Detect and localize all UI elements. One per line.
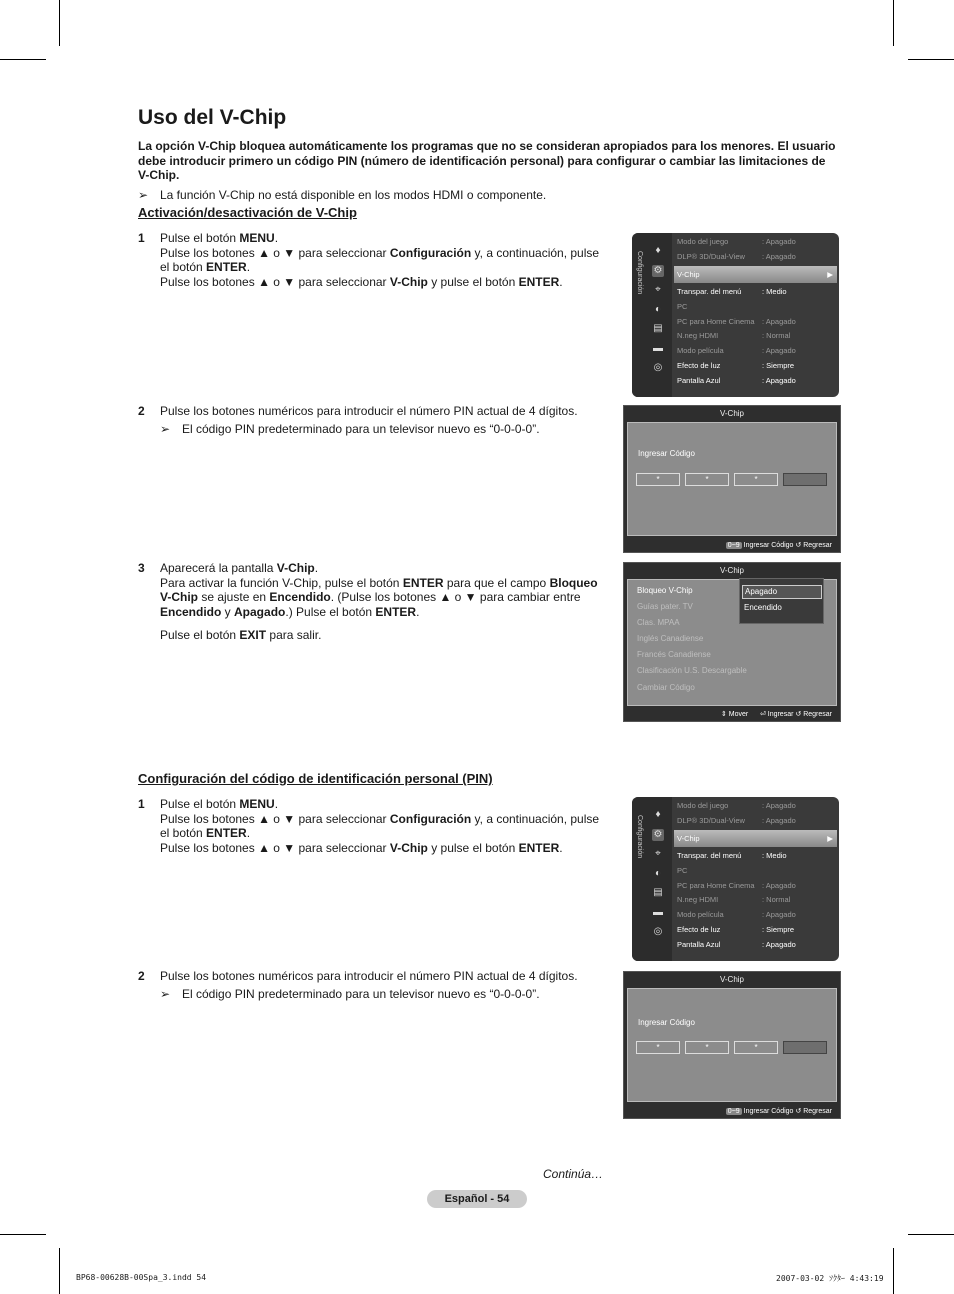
- menu-item[interactable]: [677, 344, 837, 359]
- menu-item-label: DLP® 3D/Dual-View: [677, 815, 745, 825]
- page-number-badge: Español - 54: [427, 1190, 527, 1208]
- pin-label: Ingresar Código: [638, 449, 695, 458]
- menu-item-label: N.neg HDMI: [677, 895, 719, 905]
- intro-note-text: La función V-Chip no está disponible en los modos HDMI o componente.: [160, 187, 547, 202]
- menu-item-value: : Apagado: [762, 316, 796, 326]
- menu-item[interactable]: [677, 938, 837, 953]
- pin-dialog-footer: 0~9 Ingresar Código ↺ Regresar: [727, 542, 832, 549]
- slug-date: 2007-03-02 ｿｸﾀｰ 4:43:19: [776, 1274, 884, 1283]
- menu-item-label: DLP® 3D/Dual-View: [677, 251, 745, 261]
- menu-item-label: Pantalla Azul: [677, 375, 721, 385]
- menu-item[interactable]: [677, 879, 837, 894]
- vchip-row[interactable]: Guías pater. TV: [637, 602, 693, 611]
- submenu-arrow-icon: ▶: [827, 834, 833, 844]
- vchip-option-popup: [739, 578, 824, 624]
- pin-digit-field[interactable]: *: [685, 473, 729, 486]
- menu-list: [677, 799, 837, 952]
- step-2-note: El código PIN predeterminado para un televisor nuevo es “0-0-0-0”.: [182, 986, 540, 1001]
- section-heading-pin: Configuración del código de identificación personal (PIN): [138, 771, 493, 786]
- menu-item-value: : Apagado: [762, 801, 796, 810]
- crop-mark: [893, 1248, 894, 1294]
- step-number: 2: [138, 404, 145, 418]
- menu-item-value: : Siempre: [762, 360, 795, 370]
- menu-item-label: N.neg HDMI: [677, 331, 719, 341]
- menu-item-value: : Normal: [762, 331, 791, 341]
- pin-dialog: [623, 971, 841, 1119]
- crop-mark: [908, 1234, 954, 1235]
- menu-item-label: PC: [677, 866, 688, 876]
- vchip-row[interactable]: Clas. MPAA: [637, 618, 680, 627]
- crop-mark: [908, 59, 954, 60]
- menu-item-value: : Apagado: [762, 910, 796, 920]
- menu-item[interactable]: [677, 329, 837, 344]
- crop-mark: [59, 1248, 60, 1294]
- menu-item-value: : Apagado: [762, 939, 796, 949]
- menu-item-label: Modo película: [677, 346, 724, 356]
- menu-item-label: Efecto de luz: [677, 360, 721, 370]
- channel-icon: ⌖: [655, 284, 661, 295]
- menu-item-label: Modo del juego: [677, 801, 729, 810]
- menu-item[interactable]: [674, 830, 837, 847]
- submenu-arrow-icon: ▶: [827, 270, 833, 280]
- pin-digit-field[interactable]: [783, 473, 827, 486]
- menu-item-label: V-Chip: [677, 834, 700, 844]
- menu-item[interactable]: [677, 250, 837, 265]
- support-icon: ◎: [653, 362, 663, 373]
- intro-note: [138, 188, 838, 202]
- sound-icon: ◐: [654, 867, 662, 879]
- menu-item-label: PC para Home Cinema: [677, 880, 755, 890]
- crop-mark: [0, 1234, 46, 1235]
- vchip-row[interactable]: Clasificación U.S. Descargable: [637, 666, 747, 675]
- menu-item-value: : Apagado: [762, 880, 796, 890]
- menu-item-label: PC: [677, 302, 688, 312]
- menu-item[interactable]: [677, 374, 837, 389]
- pin-digit-field[interactable]: *: [636, 1041, 680, 1054]
- pin-digit-field[interactable]: [783, 1041, 827, 1054]
- menu-item-value: : Apagado: [762, 375, 796, 385]
- menu-icon-column: [652, 245, 668, 382]
- pin-dialog-title: V-Chip: [719, 409, 744, 418]
- note-arrow-icon: ➢: [138, 187, 149, 202]
- vchip-row[interactable]: Inglés Canadiense: [637, 634, 704, 643]
- menu-icon-column: [652, 809, 668, 946]
- setup-gear-icon: ⚙: [653, 264, 663, 276]
- sound-icon: ◐: [654, 303, 662, 315]
- setup-menu-screen: [632, 797, 839, 961]
- crop-mark: [0, 59, 46, 60]
- option-apagado[interactable]: Apagado: [742, 585, 822, 599]
- menu-item[interactable]: [674, 266, 837, 283]
- section-heading-activation: Activación/desactivación de V-Chip: [138, 205, 357, 220]
- menu-vertical-title: Configuración: [636, 815, 643, 859]
- menu-item[interactable]: [677, 864, 837, 879]
- pin-digit-field[interactable]: *: [685, 1041, 729, 1054]
- picture-icon: ♦: [655, 245, 661, 256]
- vchip-screen-title: V-Chip: [719, 566, 744, 575]
- menu-item[interactable]: [677, 893, 837, 908]
- menu-item-label: Modo del juego: [677, 237, 729, 246]
- menu-item-label: Efecto de luz: [677, 924, 721, 934]
- pin-digit-field[interactable]: *: [636, 473, 680, 486]
- pin-dialog: [623, 405, 841, 553]
- slug-file: BP68-00628B-00Spa_3.indd 54: [76, 1273, 207, 1282]
- pin-digit-field[interactable]: *: [734, 473, 778, 486]
- input-icon: ▤: [653, 323, 663, 334]
- menu-item-label: Transpar. del menú: [677, 851, 742, 861]
- intro-paragraph: [138, 139, 838, 202]
- step-number: 3: [138, 561, 145, 575]
- step-2-text: Pulse los botones numéricos para introducir el número PIN actual de 4 dígitos.: [160, 404, 578, 418]
- crop-mark: [59, 0, 60, 46]
- channel-icon: ⌖: [655, 848, 661, 859]
- menu-item[interactable]: [677, 908, 837, 923]
- crop-mark: [893, 0, 894, 46]
- step-2-text: Pulse los botones numéricos para introducir el número PIN actual de 4 dígitos.: [160, 969, 578, 983]
- step-2-note: El código PIN predeterminado para un televisor nuevo es “0-0-0-0”.: [182, 421, 540, 436]
- pin-digit-field[interactable]: *: [734, 1041, 778, 1054]
- menu-item[interactable]: [677, 315, 837, 330]
- intro-text: La opción V-Chip bloquea automáticamente los programas que no se consideran apropiados para los menores. El usuario debe introducir primero un código PIN (número de identificación personal) para configurar o cambiar las limitaciones de V-Chip.: [138, 139, 836, 182]
- menu-item-value: : Medio: [762, 851, 787, 861]
- setup-gear-icon: ⚙: [653, 828, 663, 840]
- continued-label: Continúa…: [543, 1167, 604, 1181]
- vchip-screen: [623, 562, 841, 722]
- note-arrow-icon: ➢: [160, 986, 171, 1001]
- pin-dialog-title: V-Chip: [719, 975, 744, 984]
- vchip-footer: ⇕ Mover ⏎ Ingresar ↺ Regresar: [721, 711, 832, 718]
- vchip-row[interactable]: Cambiar Código: [637, 683, 695, 692]
- pin-label: Ingresar Código: [638, 1018, 695, 1027]
- menu-item-value: : Apagado: [762, 251, 796, 261]
- setup-menu-screen: [632, 233, 839, 397]
- menu-item[interactable]: [677, 799, 837, 814]
- menu-item-label: Pantalla Azul: [677, 939, 721, 949]
- step-number: 2: [138, 969, 145, 983]
- menu-item-value: : Siempre: [762, 924, 795, 934]
- menu-item[interactable]: [677, 285, 837, 300]
- menu-item-value: : Medio: [762, 287, 787, 297]
- menu-item[interactable]: [677, 235, 837, 250]
- menu-item-value: : Apagado: [762, 815, 796, 825]
- menu-item[interactable]: [677, 923, 837, 938]
- menu-item[interactable]: [677, 300, 837, 315]
- support-icon: ◎: [653, 926, 663, 937]
- option-encendido[interactable]: Encendido: [744, 603, 782, 612]
- picture-icon: ♦: [655, 809, 661, 820]
- vchip-row[interactable]: Francés Canadiense: [637, 650, 711, 659]
- menu-item[interactable]: [677, 849, 837, 864]
- menu-item[interactable]: [677, 814, 837, 829]
- page-title: Uso del V-Chip: [138, 106, 287, 129]
- input-icon: ▤: [653, 887, 663, 898]
- menu-item-label: V-Chip: [677, 270, 700, 280]
- menu-item-value: : Normal: [762, 895, 791, 905]
- menu-item-label: Modo película: [677, 910, 724, 920]
- menu-item-value: : Apagado: [762, 346, 796, 356]
- step-number: 1: [138, 797, 145, 811]
- menu-item[interactable]: [677, 359, 837, 374]
- menu-list: [677, 235, 837, 388]
- pin-dialog-footer: 0~9 Ingresar Código ↺ Regresar: [727, 1108, 832, 1115]
- application-icon: ▬: [653, 342, 663, 354]
- step-number: 1: [138, 231, 145, 245]
- menu-item-label: PC para Home Cinema: [677, 316, 755, 326]
- application-icon: ▬: [653, 906, 663, 918]
- menu-item-label: Transpar. del menú: [677, 287, 742, 297]
- menu-vertical-title: Configuración: [636, 251, 643, 295]
- menu-item-value: : Apagado: [762, 237, 796, 246]
- vchip-row[interactable]: Bloqueo V-Chip: [637, 586, 693, 595]
- note-arrow-icon: ➢: [160, 421, 171, 436]
